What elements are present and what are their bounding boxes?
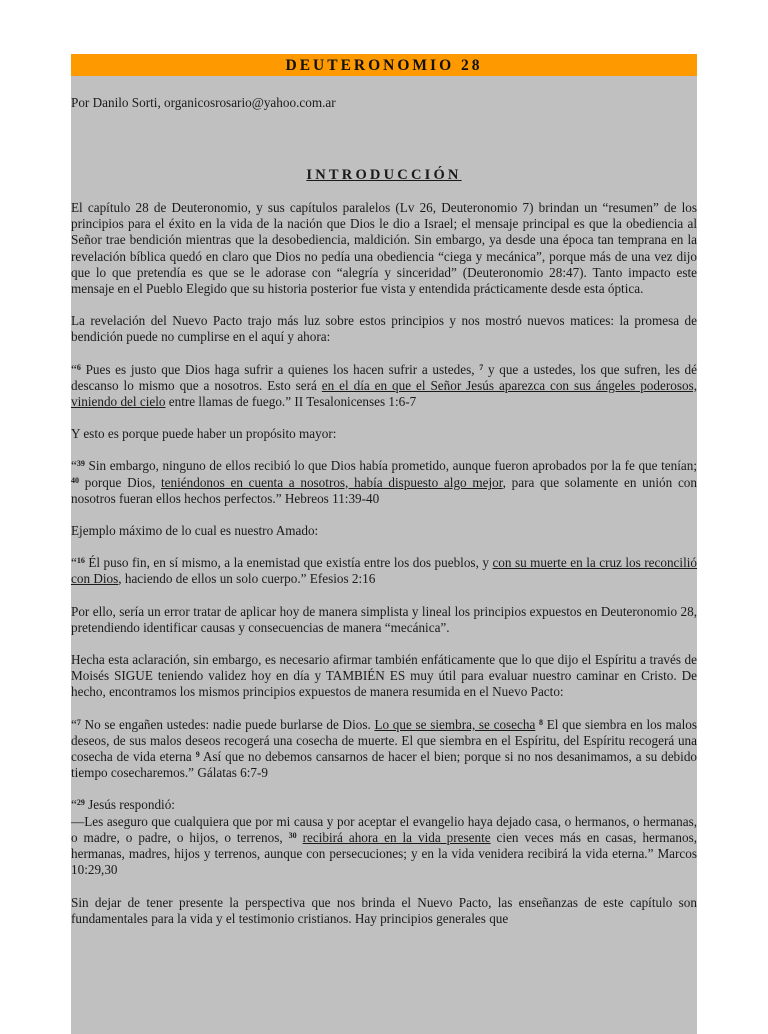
quote-open-mark: “ bbox=[71, 797, 77, 813]
quote-text: Sin embargo, ninguno de ellos recibió lo que Dios había prometido, aunque fueron aprobados por la fe que tenían; bbox=[84, 458, 697, 474]
quote-text: entre llamas de fuego.” II Tesalonicenses 1:6-7 bbox=[165, 394, 417, 410]
intro-paragraph-4: Ejemplo máximo de lo cual es nuestro Amado: bbox=[71, 523, 319, 539]
quote-text: Jesús respondió: bbox=[84, 797, 175, 813]
introduction-heading: INTRODUCCIÓN bbox=[306, 167, 462, 183]
verse-number: 7 bbox=[76, 717, 81, 727]
quote-text: , para que solamente en unión con nosotros fueran ellos hechos perfectos.” Hebreos 11:39-40 bbox=[71, 474, 697, 506]
underlined-phrase: teniéndonos en cuenta a nosotros, había dispuesto algo mejor bbox=[161, 474, 503, 490]
intro-paragraph-5: Por ello, sería un error tratar de aplicar hoy de manera simplista y lineal los principios expuestos en Deuteronomio 28, pretendiendo identificar causas y consecuencias de manera “mecánica”. bbox=[71, 603, 697, 635]
verse-number: 8 bbox=[539, 717, 544, 727]
intro-paragraph-2: La revelación del Nuevo Pacto trajo más luz sobre estos principios y nos mostró nuevos matices: la promesa de bendición puede no cumplirse en el aquí y ahora: bbox=[71, 313, 697, 345]
underlined-phrase: recibirá ahora en la vida presente bbox=[302, 829, 491, 845]
verse-number: 30 bbox=[288, 830, 297, 840]
underlined-phrase: con su muerte en la cruz los reconcilió con Dios bbox=[71, 555, 697, 587]
intro-paragraph-1: El capítulo 28 de Deuteronomio, y sus capítulos paralelos (Lv 26, Deuteronomio 7) brindan un “resumen” de los principios para el éxito en la vida de la nación que Dios le dio a Israel; el mensaje principal es que la obediencia al Señor trae bendición mientras que la desobediencia, maldición. Sin embargo, ya desde una época tan temprana en la revelación bíblica quedó en claro que Dios no pedía una obediencia “ciega y mecánica”, porque más de una vez dijo que lo que pretendía es que se le adorase con “alegría y sinceridad” (Deuteronomio 28:47). Tanto impacto este mensaje en el Pueblo Elegido que su historia posterior fue vista y entendida prácticamente desde esta óptica. bbox=[71, 200, 697, 297]
quote-hebreos bbox=[71, 458, 697, 507]
verse-number: 9 bbox=[195, 750, 200, 760]
intro-paragraph-3: Y esto es porque puede haber un propósito mayor: bbox=[71, 426, 337, 442]
quote-text: , haciendo de ellos un solo cuerpo.” Efesios 2:16 bbox=[118, 571, 376, 587]
quote-text: No se engañen ustedes: nadie puede burlarse de Dios. bbox=[80, 716, 375, 732]
underlined-phrase: en el día en que el Señor Jesús aparezca con sus ángeles poderosos, viniendo del cielo bbox=[71, 377, 697, 410]
quote-galatas bbox=[71, 717, 697, 782]
quote-text: —Les aseguro que cualquiera que por mi causa y por aceptar el evangelio haya dejado casa, o hermanos, o hermanas, o madre, o padre, o hijos, o terrenos, bbox=[71, 813, 697, 845]
quote-open-mark: “ bbox=[71, 458, 77, 474]
verse-number: 7 bbox=[479, 362, 484, 372]
quote-text: y que a ustedes, los que sufren, les dé descanso lo mismo que a nosotros. Esto será bbox=[71, 361, 697, 393]
intro-paragraph-7: Sin dejar de tener presente la perspectiva que nos brinda el Nuevo Pacto, las enseñanzas de este capítulo son fundamentales para la vida y el testimonio cristianos. Hay principios generales que bbox=[71, 894, 697, 926]
verse-number: 29 bbox=[76, 798, 85, 808]
quote-tesalonicenses bbox=[71, 362, 697, 411]
author-line: Por Danilo Sorti, organicosrosario@yahoo.com.ar bbox=[71, 95, 336, 110]
verse-number: 6 bbox=[76, 362, 81, 372]
verse-number: 39 bbox=[76, 459, 85, 469]
quote-marcos bbox=[71, 797, 697, 878]
quote-efesios bbox=[71, 555, 697, 587]
quote-open-mark: “ bbox=[71, 361, 77, 377]
quote-open-mark: “ bbox=[71, 555, 77, 571]
intro-paragraph-6: Hecha esta aclaración, sin embargo, es necesario afirmar también enfáticamente que lo que dijo el Espíritu a través de Moisés SIGUE teniendo validez hoy en día y TAMBIÉN ES muy útil para evaluar nuestro caminar en Cristo. De hecho, encontramos los mismos principios expuestos de manera resumida en el Nuevo Pacto: bbox=[71, 652, 697, 700]
quote-open-mark: “ bbox=[71, 716, 77, 732]
document-title: DEUTERONOMIO 28 bbox=[71, 54, 697, 76]
quote-text: Pues es justo que Dios haga sufrir a quienes los hacen sufrir a ustedes, bbox=[80, 361, 480, 377]
quote-text: El que siembra en los malos deseos, de sus malos deseos recogerá una cosecha de muerte. El que siembra en el Espíritu, del Espíritu recogerá una cosecha de vida eterna bbox=[71, 716, 697, 765]
quote-text: cien veces más en casas, hermanos, hermanas, madres, hijos y terrenos, aunque con persecuciones; y en la vida venidera recibirá la vida eterna.” Marcos 10:29,30 bbox=[71, 829, 697, 878]
quote-text: Así que no debemos cansarnos de hacer el bien; porque si no nos desanimamos, a su debido tiempo cosecharemos.” Gálatas 6:7-9 bbox=[71, 749, 697, 781]
underlined-phrase: Lo que se siembra, se cosecha bbox=[374, 716, 536, 732]
verse-number: 40 bbox=[71, 475, 79, 485]
quote-text: Él puso fin, en sí mismo, a la enemistad que existía entre los dos pueblos, y bbox=[84, 555, 493, 571]
verse-number: 16 bbox=[76, 556, 85, 566]
quote-text: porque Dios, bbox=[79, 474, 162, 490]
document-page bbox=[71, 54, 697, 1034]
